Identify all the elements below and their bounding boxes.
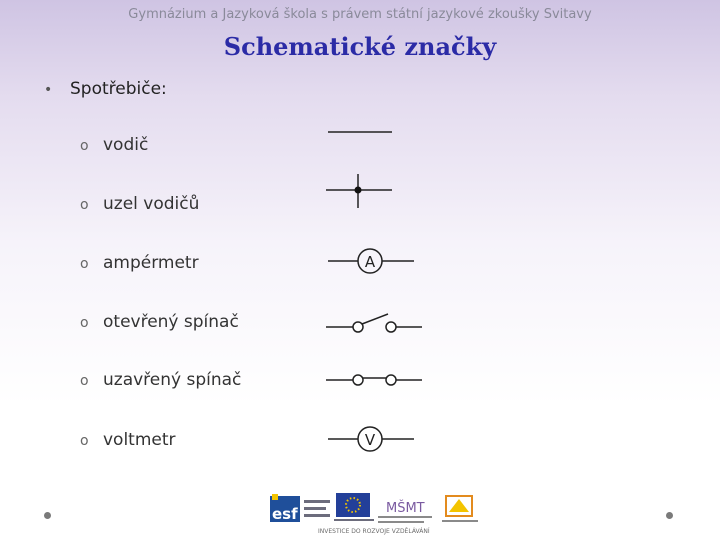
voltmeter-letter: V xyxy=(364,431,376,449)
sub-bullet-marker: o xyxy=(80,315,89,331)
item-label: voltmetr xyxy=(103,430,176,450)
logo-strip xyxy=(268,490,482,536)
list-item-closed-switch xyxy=(80,370,241,390)
ammeter-symbol xyxy=(322,246,422,276)
bullet-text: Spotřebiče: xyxy=(70,79,167,99)
junction-symbol xyxy=(322,172,402,212)
school-header: Gymnázium a Jazyková škola s právem státní jazykové zkoušky Svitavy xyxy=(128,7,592,22)
svg-text:MŠMT: MŠMT xyxy=(386,501,425,516)
item-label: vodič xyxy=(103,135,149,155)
ammeter-letter: A xyxy=(364,253,376,271)
sub-bullet-marker: o xyxy=(80,138,89,154)
op-vk-logo xyxy=(442,496,478,522)
sub-bullet-marker: o xyxy=(80,373,89,389)
closed-switch-symbol xyxy=(322,368,426,392)
wire-symbol xyxy=(322,124,402,138)
eu-flag-logo xyxy=(334,493,374,521)
bullet-marker: • xyxy=(44,82,53,98)
item-label: uzel vodičů xyxy=(103,194,200,214)
corner-dot-right xyxy=(666,512,673,519)
msmt-logo xyxy=(378,500,432,523)
list-item-open-switch xyxy=(80,312,239,332)
sub-bullet-marker: o xyxy=(80,256,89,272)
list-item-voltmeter xyxy=(80,430,176,450)
esf-logo xyxy=(270,494,330,523)
item-label: uzavřený spínač xyxy=(103,370,242,390)
slide-title: Schematické značky xyxy=(223,32,497,61)
item-label: ampérmetr xyxy=(103,253,199,273)
item-label: otevřený spínač xyxy=(103,312,239,332)
voltmeter-symbol xyxy=(322,424,422,454)
list-item-wire xyxy=(80,135,148,155)
corner-dot-left xyxy=(44,512,51,519)
svg-text:esf: esf xyxy=(272,505,298,523)
open-switch-symbol xyxy=(322,310,426,336)
footer-tagline: INVESTICE DO ROZVOJE VZDĚLÁVÁNÍ xyxy=(318,528,430,535)
sub-bullet-marker: o xyxy=(80,433,89,449)
list-item-junction xyxy=(80,194,199,214)
list-item-ammeter xyxy=(80,253,199,273)
main-bullet xyxy=(44,79,167,99)
sub-bullet-marker: o xyxy=(80,197,89,213)
footer-logos xyxy=(268,490,482,536)
